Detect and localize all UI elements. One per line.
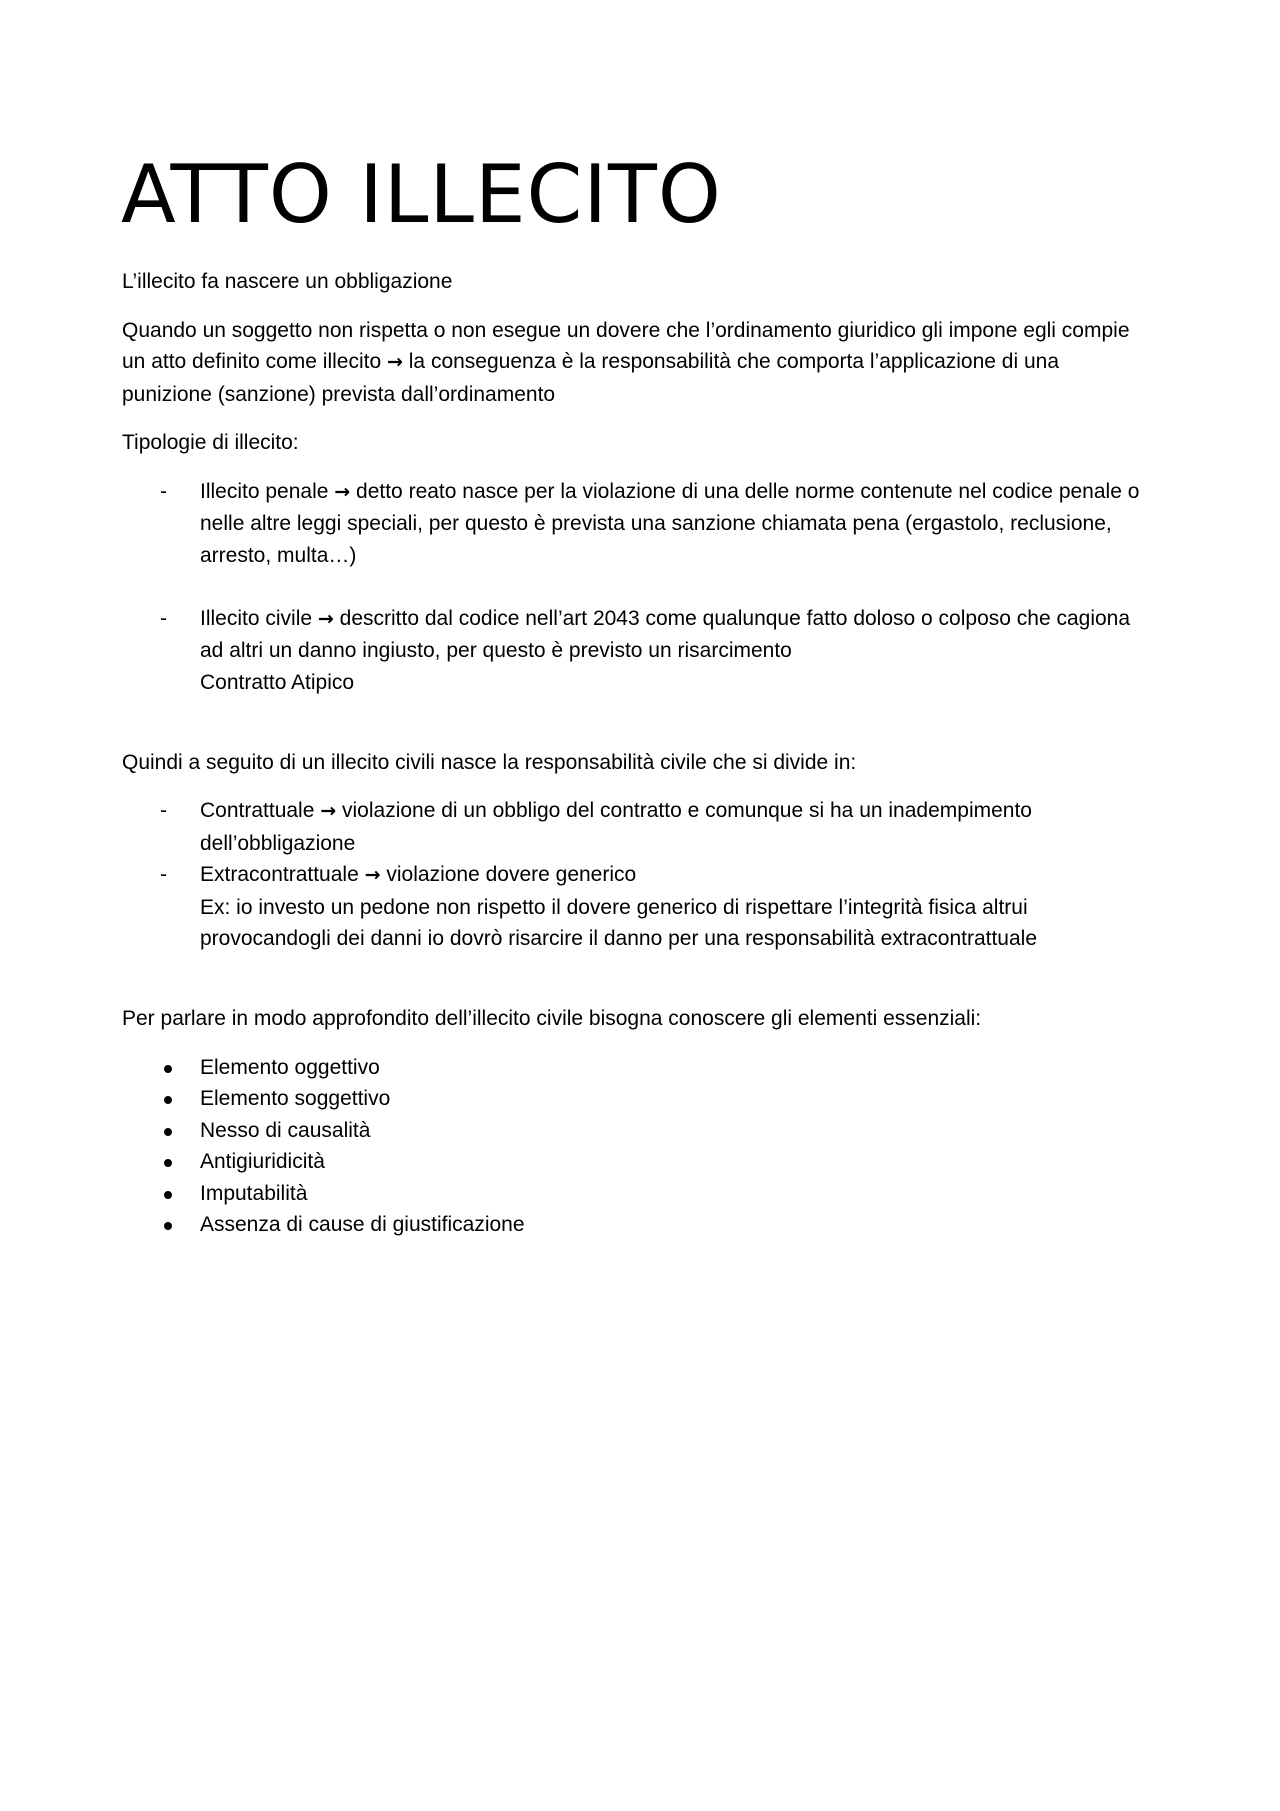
term-illecito-civile: Illecito civile [200,606,313,630]
dash-marker: - [160,863,167,886]
term-extracontrattuale: Extracontrattuale [200,863,359,886]
dash-marker: - [160,606,167,630]
example-extracontrattuale: Ex: io investo un pedone non rispetto il dovere generico di rispettare l’integrità fisica altrui provocandogli dei danni io dovrò risarcire il danno per una responsabilità extracontrattuale [200,895,1038,950]
definition-paragraph [122,315,1142,411]
list-item-text: Elemento oggettivo [200,1055,380,1079]
intro-paragraph: L’illecito fa nascere un obbligazione [122,270,453,293]
list-item-text: Elemento soggettivo [200,1087,391,1110]
description-extracontrattuale: violazione dovere generico [386,863,637,886]
bullet-icon [164,1096,172,1104]
arrow-right-icon: → [317,607,334,630]
arrow-right-icon: → [364,864,381,886]
list-spacer [122,571,1142,603]
arrow-right-icon: → [320,800,337,822]
bullet-icon [164,1128,172,1136]
list-item-illecito-civile [122,603,1142,699]
document-body [122,266,1142,1258]
description-illecito-civile: descritto dal codice nell’art 2043 come qualunque fatto doloso o colposo che cagiona ad altri un danno ingiusto, per questo è previsto un risarcimento [200,606,1131,662]
list-item-imputabilita [122,1178,1142,1210]
elementi-list [122,1052,1142,1241]
definition-text-after: la conseguenza è la responsabilità che comporta l’applicazione di una punizione (sanzione) prevista dall’ordinamento [122,350,1060,406]
tipologie-heading: Tipologie di illecito: [122,431,299,454]
list-item-text: Antigiuridicità [200,1150,325,1173]
dash-marker: - [160,479,167,503]
list-item-text: Assenza di cause di giustificazione [200,1213,525,1236]
tipologie-list [122,476,1142,699]
bullet-icon [164,1191,172,1199]
bullet-icon [164,1065,172,1073]
list-item-text: Nesso di causalità [200,1118,371,1142]
list-item-elemento-soggettivo [122,1083,1142,1115]
list-item-nesso-di-causalita [122,1115,1142,1147]
description-contrattuale: violazione di un obbligo del contratto e comunque si ha un inadempimento dell’obbligazione [200,799,1032,855]
list-item-elemento-oggettivo [122,1052,1142,1084]
section-spacer [122,972,1142,1004]
responsabilita-heading: Quindi a seguito di un illecito civili nasce la responsabilità civile che si divide in: [122,750,857,774]
arrow-right-icon: → [387,351,403,373]
dash-marker: - [160,799,167,822]
document-title: ATTO ILLECITO [121,148,722,241]
list-item-text: Imputabilità [200,1181,308,1205]
definition-text-before: Quando un soggetto non rispetta o non esegue un dovere che l’ordinamento giuridico gli impone egli compie un atto definito come illecito [122,318,1130,373]
section-spacer [122,715,1142,747]
bullet-icon [164,1159,172,1167]
list-item-antigiuridicita [122,1146,1142,1178]
note-contratto-atipico: Contratto Atipico [200,670,355,694]
arrow-right-icon: → [334,480,351,503]
list-item-illecito-penale [122,476,1142,572]
bullet-icon [164,1222,172,1230]
list-item-assenza-cause [122,1209,1142,1241]
term-illecito-penale: Illecito penale [200,479,329,503]
list-item-contrattuale [122,795,1142,859]
description-illecito-penale: detto reato nasce per la violazione di una delle norme contenute nel codice penale o nelle altre leggi speciali, per questo è prevista una sanzione chiamata pena (ergastolo, reclusione, arresto, multa…) [200,479,1140,567]
elementi-heading: Per parlare in modo approfondito dell’illecito civile bisogna conoscere gli elementi essenziali: [122,1007,982,1030]
list-item-extracontrattuale [122,859,1142,955]
responsabilita-list [122,795,1142,955]
term-contrattuale: Contrattuale [200,799,315,822]
